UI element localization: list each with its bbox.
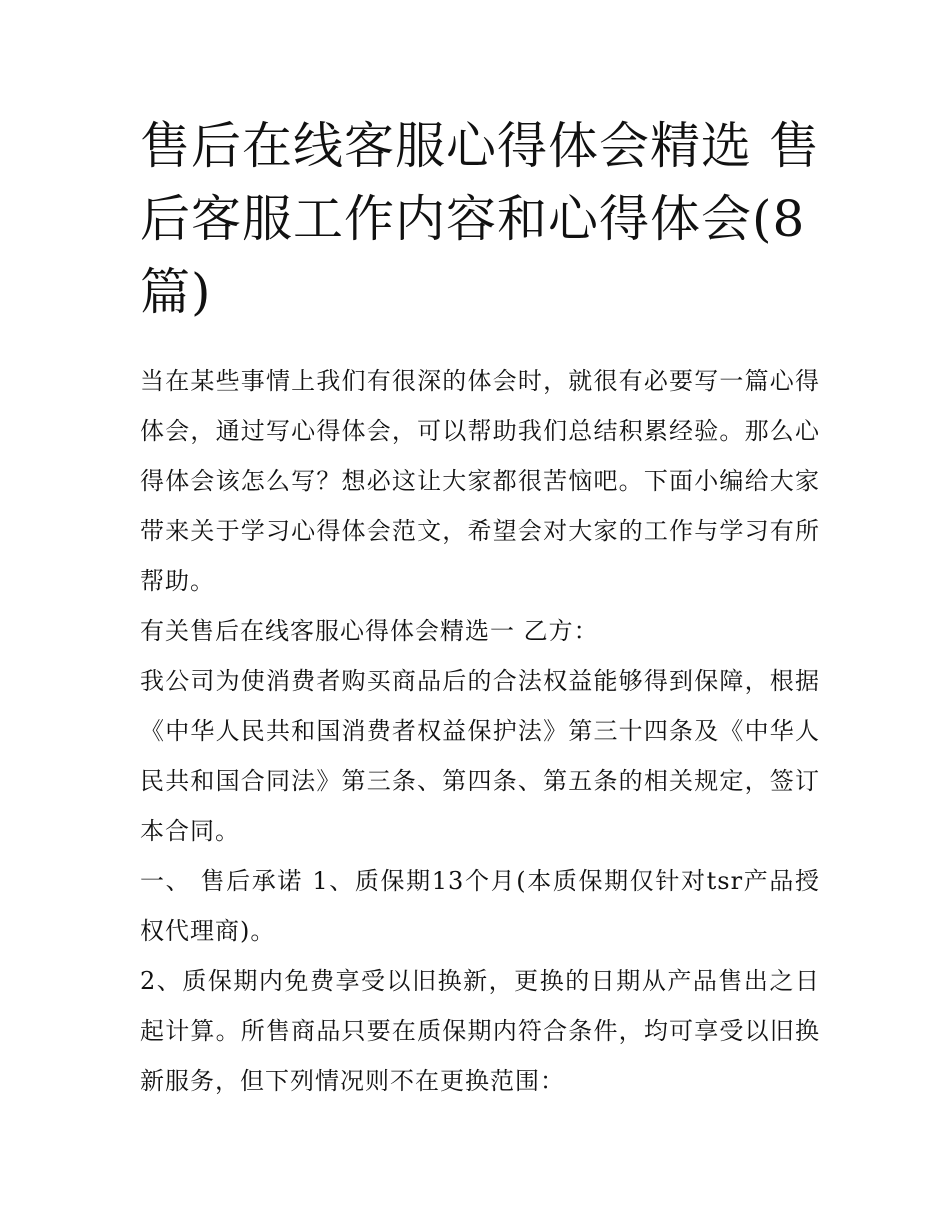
- section-heading: 有关售后在线客服心得体会精选一 乙方：: [140, 617, 599, 645]
- warranty-clause-1: 一、 售后承诺 1、质保期13个月(本质保期仅针对tsr产品授权代理商)。: [140, 867, 820, 945]
- document-page: [140, 110, 820, 1106]
- warranty-clause-2: 2、质保期内免费享受以旧换新，更换的日期从产品售出之日起计算。所售商品只要在质保期内符合条件，均可享受以旧换新服务，但下列情况则不在更换范围：: [140, 967, 820, 1095]
- document-title: 售后在线客服心得体会精选 售后客服工作内容和心得体会(8篇): [140, 117, 820, 321]
- intro-paragraph: 当在某些事情上我们有很深的体会时，就很有必要写一篇心得体会，通过写心得体会，可以帮助我们总结积累经验。那么心得体会该怎么写？想必这让大家都很苦恼吧。下面小编给大家带来关于学习心得体会范文，希望会对大家的工作与学习有所帮助。: [140, 367, 820, 595]
- contract-preamble-paragraph: 我公司为使消费者购买商品后的合法权益能够得到保障，根据《中华人民共和国消费者权益保护法》第三十四条及《中华人民共和国合同法》第三条、第四条、第五条的相关规定，签订本合同。: [140, 667, 820, 845]
